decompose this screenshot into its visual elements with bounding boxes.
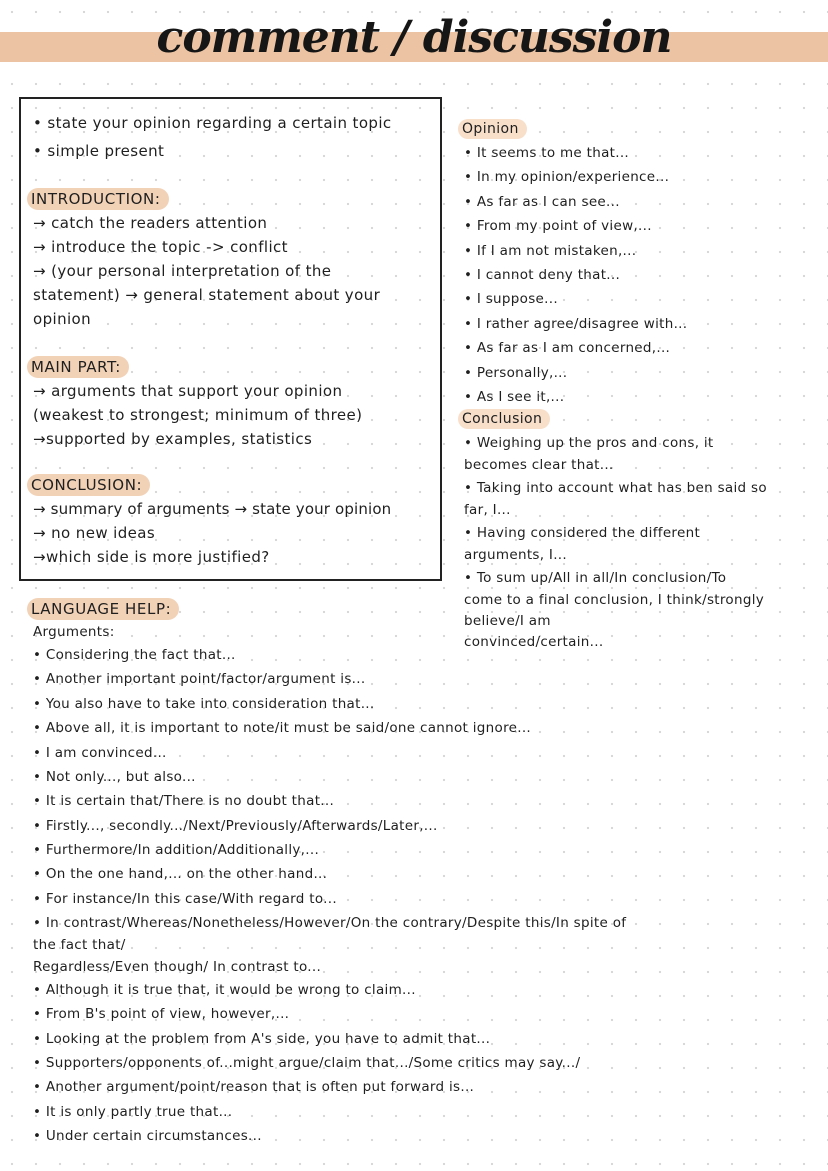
opinion-item: • As I see it,... <box>464 389 565 405</box>
language-help-line: • Firstly..., secondly.../Next/Previously/Afterwards/Later,... <box>33 818 438 834</box>
conclusion-phrase-line: arguments, I... <box>464 547 567 563</box>
language-help-line: • You also have to take into consideration that... <box>33 696 375 712</box>
opinion-item: • As far as I am concerned,... <box>464 340 671 356</box>
conclusion-phrase-line: believe/I am <box>464 613 551 629</box>
language-help-line: • For instance/In this case/With regard to... <box>33 891 337 907</box>
conclusion-heading: CONCLUSION: <box>27 473 150 497</box>
bullet-line: • simple present <box>33 142 165 160</box>
language-help-line: • Under certain circumstances... <box>33 1128 262 1144</box>
conclusion-phrase-line: far, I... <box>464 502 511 518</box>
conclusion-phrases-heading: Conclusion <box>458 409 550 429</box>
main-part-line: (weakest to strongest; minimum of three) <box>33 406 363 424</box>
language-help-line: • On the one hand,... on the other hand... <box>33 866 328 882</box>
opinion-item: • I suppose... <box>464 291 558 307</box>
language-help-line: • In contrast/Whereas/Nonetheless/However/On the contrary/Despite this/In spite of <box>33 915 627 931</box>
opinion-item: • It seems to me that... <box>464 145 630 161</box>
language-help-line: • It is certain that/There is no doubt that... <box>33 793 335 809</box>
intro-line: → (your personal interpretation of the <box>33 262 332 280</box>
opinion-item: • In my opinion/experience... <box>464 169 670 185</box>
intro-line: statement) → general statement about your <box>33 286 381 304</box>
conclusion-phrase-line: convinced/certain... <box>464 634 604 650</box>
introduction-heading: INTRODUCTION: <box>27 187 169 211</box>
conclusion-line: →which side is more justified? <box>33 548 270 566</box>
opinion-item: • As far as I can see... <box>464 194 620 210</box>
main-part-heading: MAIN PART: <box>27 355 129 379</box>
opinion-item: • Personally,... <box>464 365 568 381</box>
opinion-item: • From my point of view,... <box>464 218 652 234</box>
opinion-item: • I rather agree/disagree with... <box>464 316 688 332</box>
arguments-subheading: Arguments: <box>33 624 115 640</box>
language-help-line: • It is only partly true that... <box>33 1104 233 1120</box>
language-help-line: • Although it is true that, it would be wrong to claim... <box>33 982 416 998</box>
language-help-line: • Another argument/point/reason that is often put forward is... <box>33 1079 475 1095</box>
opinion-item: • I cannot deny that... <box>464 267 621 283</box>
language-help-line: • From B's point of view, however,... <box>33 1006 290 1022</box>
opinion-heading: Opinion <box>458 119 527 139</box>
conclusion-phrase-line: becomes clear that... <box>464 457 614 473</box>
bullet-line: • state your opinion regarding a certain topic <box>33 114 392 132</box>
conclusion-phrase-line: • Weighing up the pros and cons, it <box>464 435 714 451</box>
language-help-line: • Above all, it is important to note/it must be said/one cannot ignore... <box>33 720 531 736</box>
language-help-line: • Looking at the problem from A's side, you have to admit that... <box>33 1031 491 1047</box>
language-help-heading: LANGUAGE HELP: <box>27 597 179 621</box>
conclusion-phrase-line: • Taking into account what has ben said so <box>464 480 767 496</box>
intro-line: opinion <box>33 310 92 328</box>
language-help-line: • Not only..., but also... <box>33 769 196 785</box>
opinion-item: • If I am not mistaken,... <box>464 243 637 259</box>
page-title: comment / discussion <box>156 12 672 63</box>
main-part-line: →supported by examples, statistics <box>33 430 313 448</box>
language-help-line: • Considering the fact that... <box>33 647 236 663</box>
intro-line: → introduce the topic -> conflict <box>33 238 288 256</box>
language-help-line: • Another important point/factor/argument is... <box>33 671 366 687</box>
language-help-line: • Furthermore/In addition/Additionally,... <box>33 842 320 858</box>
conclusion-line: → summary of arguments → state your opinion <box>33 500 392 518</box>
language-help-line: the fact that/ <box>33 937 126 953</box>
language-help-line: • Supporters/opponents of...might argue/claim that.../Some critics may say.../ <box>33 1055 581 1071</box>
intro-line: → catch the readers attention <box>33 214 268 232</box>
language-help-line: • I am convinced... <box>33 745 167 761</box>
main-part-line: → arguments that support your opinion <box>33 382 343 400</box>
conclusion-phrase-line: come to a final conclusion, I think/strongly <box>464 592 765 608</box>
conclusion-phrase-line: • To sum up/All in all/In conclusion/To <box>464 570 727 586</box>
conclusion-phrase-line: • Having considered the different <box>464 525 701 541</box>
conclusion-line: → no new ideas <box>33 524 156 542</box>
language-help-line: Regardless/Even though/ In contrast to... <box>33 959 322 975</box>
